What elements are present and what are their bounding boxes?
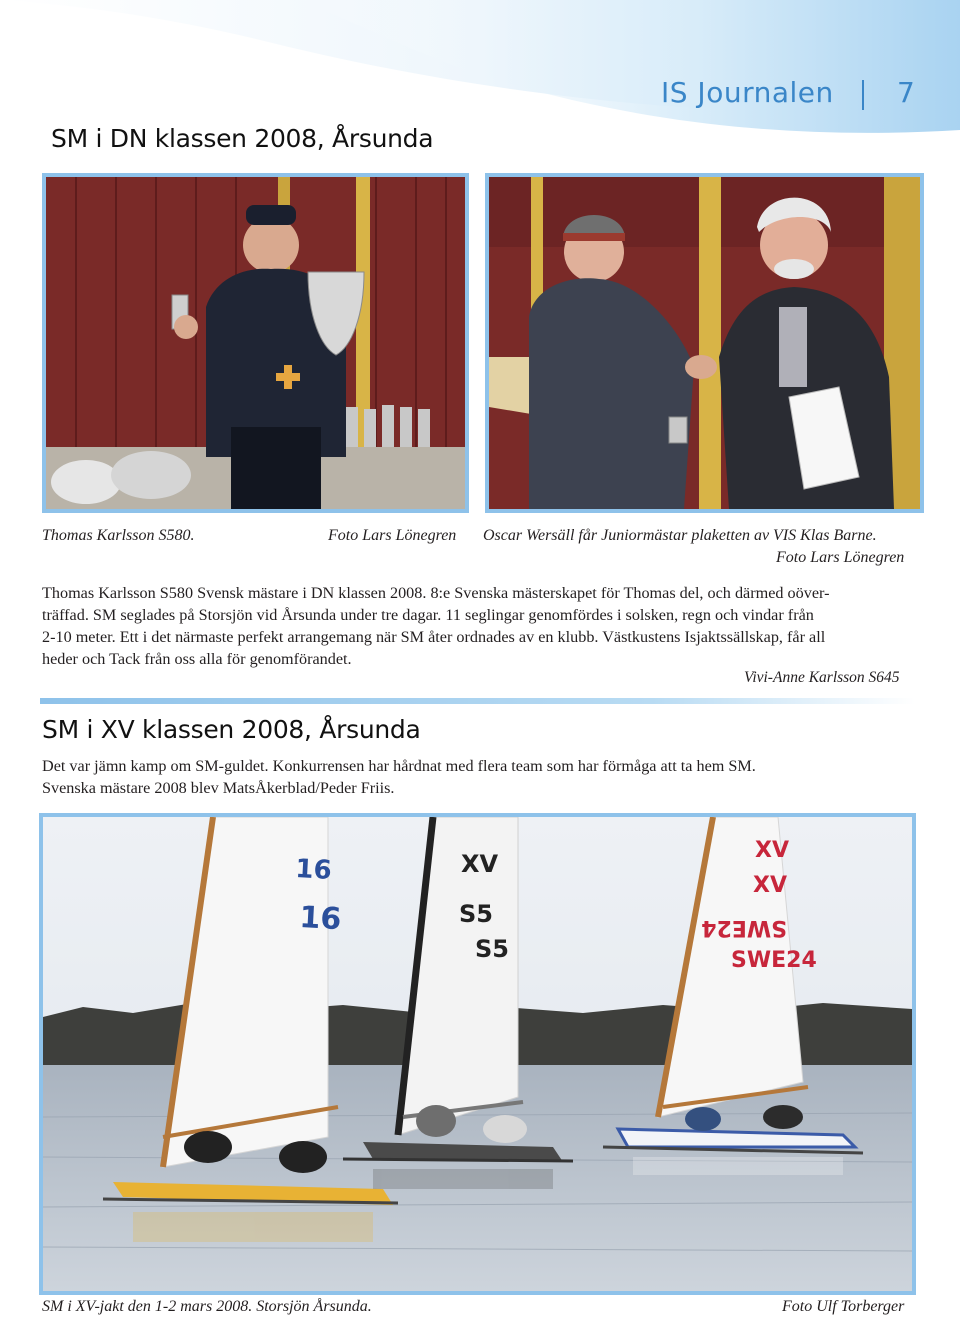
section2-body-line: Det var jämn kamp om SM-guldet. Konkurrensen har hårdnat med flera team som har förmåga att ta hem SM.	[42, 757, 756, 775]
section2-body	[42, 755, 917, 799]
photo-ice-credit: Foto Ulf Torberger	[782, 1298, 905, 1315]
page-number: 7	[897, 76, 915, 109]
section2-title: SM i XV klassen 2008, Årsunda	[42, 715, 421, 744]
svg-text:XV: XV	[755, 838, 789, 863]
svg-text:16: 16	[298, 900, 343, 938]
photo-ice-caption: SM i XV-jakt den 1-2 mars 2008. Storsjön Årsunda.	[42, 1298, 372, 1315]
section1-title: SM i DN klassen 2008, Årsunda	[51, 124, 434, 153]
section1-body-line: träffad. SM seglades på Storsjön vid Årsunda under tre dagar. 11 seglingar genomfördes i solsken, regn och vindar från	[42, 606, 814, 624]
svg-text:S5: S5	[475, 935, 509, 963]
section1-body-line: Thomas Karlsson S580 Svensk mästare i DN klassen 2008. 8:e Svenska mästerskapet för Thomas del, och därmed oöver-	[42, 584, 830, 602]
header-separator	[862, 80, 864, 110]
svg-text:XV: XV	[461, 850, 499, 878]
section1-body-line: heder och Tack från oss alla för genomförandet.	[42, 650, 352, 668]
photo-right-credit: Foto Lars Lönegren	[776, 549, 905, 566]
photo-oscar-wersall	[485, 173, 924, 513]
photo-thomas-karlsson	[42, 173, 469, 513]
section1-author: Vivi-Anne Karlsson S645	[744, 669, 900, 686]
photo-left-credit: Foto Lars Lönegren	[328, 527, 457, 544]
svg-text:S5: S5	[459, 900, 493, 928]
svg-text:SWE24: SWE24	[731, 948, 817, 973]
photo-left-caption: Thomas Karlsson S580.	[42, 527, 195, 544]
svg-text:XV: XV	[753, 873, 787, 898]
journal-name: IS Journalen	[661, 76, 834, 109]
section-divider	[40, 698, 915, 704]
section1-body	[42, 582, 917, 670]
svg-text:SWE24: SWE24	[701, 915, 787, 940]
section1-body-line: 2-10 meter. Ett i det närmaste perfekt arrangemang när SM åter ordnades av en klubb. Västkustens Isjaktssällskap, får all	[42, 628, 826, 646]
photo-right-caption: Oscar Wersäll får Juniormästar plaketten av VIS Klas Barne.	[483, 527, 877, 544]
svg-text:16: 16	[294, 854, 333, 886]
photo-ice-yachts	[39, 813, 916, 1295]
section2-body-line: Svenska mästare 2008 blev MatsÅkerblad/Peder Friis.	[42, 779, 395, 797]
